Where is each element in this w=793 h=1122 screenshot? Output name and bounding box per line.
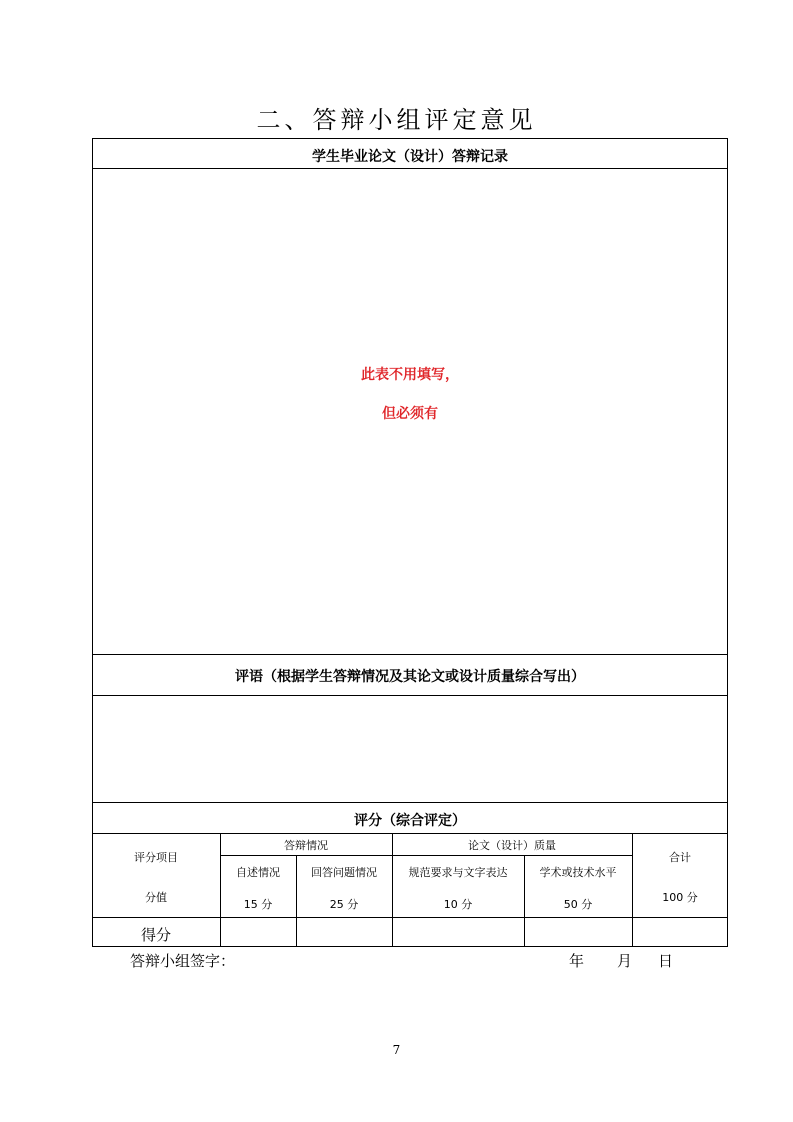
divider bbox=[92, 695, 728, 696]
page-number: 7 bbox=[392, 1043, 401, 1057]
signature-label: 答辩小组签字： bbox=[130, 952, 236, 970]
date-day: 日 bbox=[658, 952, 674, 970]
col-writing: 规范要求与文字表达 bbox=[408, 866, 508, 879]
divider bbox=[92, 654, 728, 655]
date-month: 月 bbox=[617, 952, 633, 970]
score-value-label: 分值 bbox=[145, 891, 167, 904]
score-row-label: 得分 bbox=[140, 926, 171, 944]
divider bbox=[92, 168, 728, 169]
col-self-statement: 自述情况 bbox=[236, 866, 280, 879]
points-academic-level: 50 分 bbox=[563, 898, 593, 911]
date-year: 年 bbox=[569, 952, 585, 970]
points-answering: 25 分 bbox=[329, 898, 359, 911]
group-thesis-quality: 论文（设计）质量 bbox=[468, 839, 556, 852]
total-label: 合计 bbox=[669, 851, 691, 864]
total-value: 100 分 bbox=[662, 891, 698, 904]
score-item-label: 评分项目 bbox=[134, 851, 178, 864]
col-answering: 回答问题情况 bbox=[311, 866, 377, 879]
points-self-statement: 15 分 bbox=[243, 898, 273, 911]
note-line-2: 但必须有 bbox=[382, 406, 438, 422]
group-defense: 答辩情况 bbox=[284, 839, 328, 852]
divider bbox=[220, 855, 632, 856]
points-writing: 10 分 bbox=[443, 898, 473, 911]
comment-header: 评语（根据学生答辩情况及其论文或设计质量综合写出） bbox=[235, 669, 585, 685]
page-title: 二、答辩小组评定意见 bbox=[256, 106, 537, 134]
col-academic-level: 学术或技术水平 bbox=[539, 866, 617, 879]
score-header: 评分（综合评定） bbox=[354, 813, 466, 829]
note-line-1: 此表不用填写， bbox=[361, 367, 459, 383]
divider bbox=[92, 802, 728, 803]
record-header: 学生毕业论文（设计）答辩记录 bbox=[312, 149, 508, 165]
